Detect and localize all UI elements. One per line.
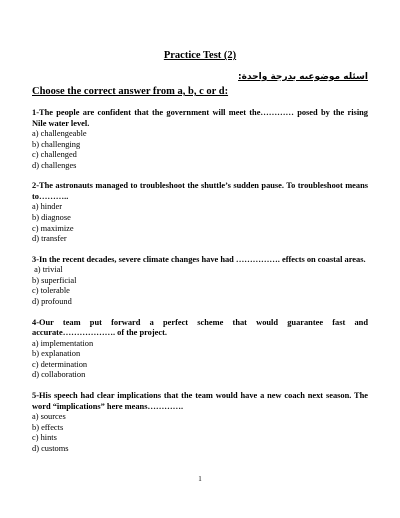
option-d: d) profound bbox=[32, 297, 72, 307]
option-b: b) superficial bbox=[32, 275, 77, 285]
option-d: d) customs bbox=[32, 443, 69, 453]
question-stem: 3-In the recent decades, severe climate changes have had ……………. effects on coastal areas. bbox=[32, 254, 366, 264]
page-number: 1 bbox=[198, 475, 202, 483]
option-d: d) collaboration bbox=[32, 370, 86, 380]
option-b: b) challenging bbox=[32, 139, 81, 149]
option-c: c) maximize bbox=[32, 223, 74, 233]
option-c: c) hints bbox=[32, 433, 57, 443]
option-d: d) transfer bbox=[32, 234, 67, 244]
option-a: a) sources bbox=[32, 412, 66, 421]
question-list bbox=[32, 108, 368, 464]
question-1 bbox=[32, 108, 368, 171]
option-a: a) implementation bbox=[32, 338, 94, 348]
option-c: c) determination bbox=[32, 359, 88, 369]
option-b: b) explanation bbox=[32, 349, 81, 359]
question-stem: 5-His speech had clear implications that the team would have a new coach next season. The word “implications” here means…………. bbox=[32, 391, 368, 411]
arabic-heading: اسئله موضوعيه بدرجة واحدة: bbox=[238, 72, 368, 82]
question-stem: 4-Our team put forward a perfect scheme that would guarantee fast and accurate………………. of the project. bbox=[32, 317, 368, 338]
option-c: c) tolerable bbox=[32, 286, 70, 296]
question-4 bbox=[32, 318, 368, 381]
option-d: d) challenges bbox=[32, 160, 77, 170]
page-title: Practice Test (2) bbox=[163, 50, 237, 61]
question-stem: 2-The astronauts managed to troubleshoot the shuttle’s sudden pause. To troubleshoot means to……….. bbox=[32, 181, 368, 201]
option-b: b) diagnose bbox=[32, 212, 71, 222]
option-a: a) hinder bbox=[32, 202, 62, 212]
question-2 bbox=[32, 181, 368, 244]
option-a: a) trivial bbox=[32, 265, 63, 275]
option-b: b) effects bbox=[32, 422, 64, 432]
question-stem: 1-The people are confident that the government will meet the………… posed by the rising Nile water level. bbox=[32, 108, 368, 128]
question-5 bbox=[32, 391, 368, 454]
question-3 bbox=[32, 255, 368, 308]
option-c: c) challenged bbox=[32, 150, 77, 160]
option-a: a) challengeable bbox=[32, 129, 87, 138]
instruction-heading: Choose the correct answer from a, b, c or d: bbox=[32, 86, 229, 97]
